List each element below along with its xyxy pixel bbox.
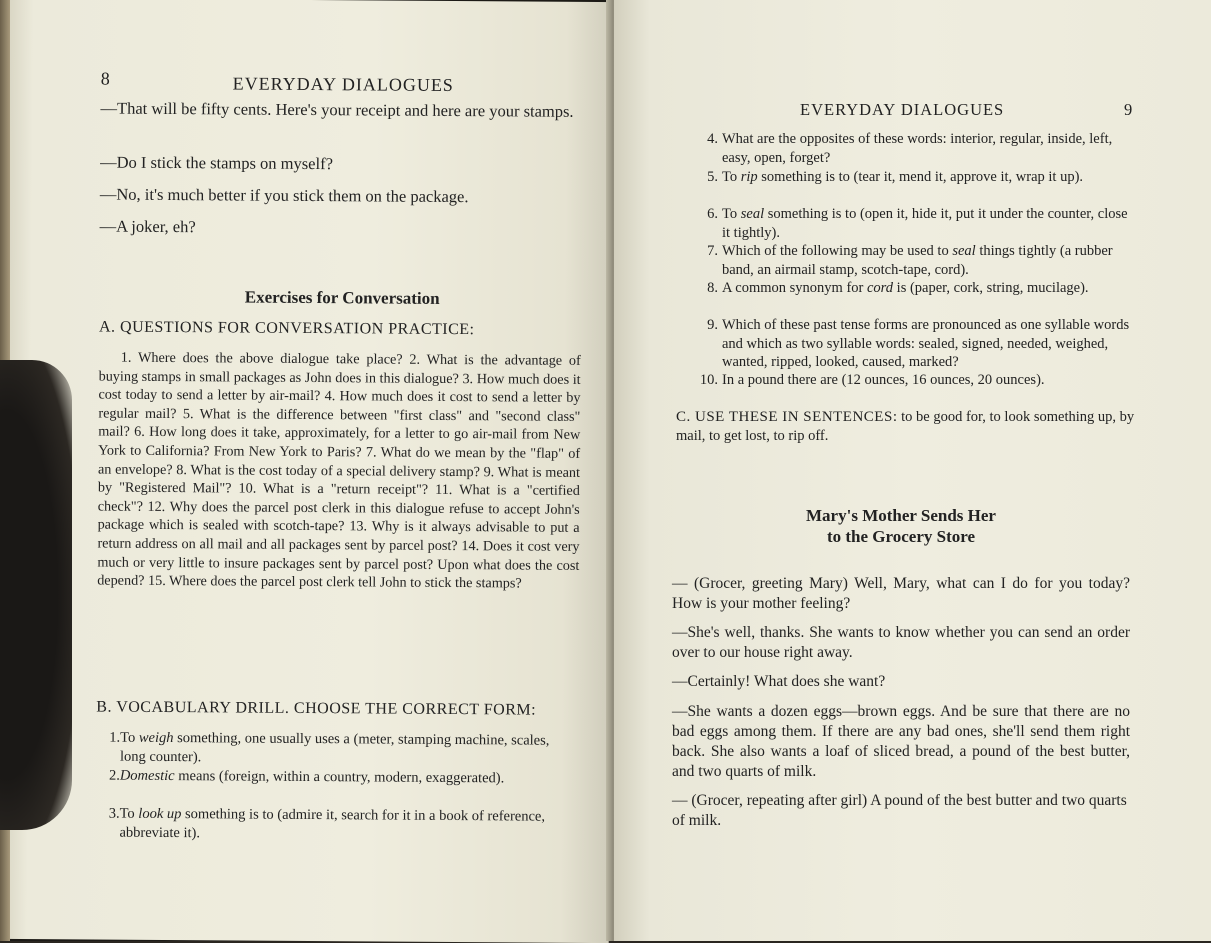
item-text: things tightly (a rubber band, an airmail stamp, scotch-tape, cord). [722,243,1113,278]
section-a-title: A. QUESTIONS FOR CONVERSATION PRACTICE: [99,319,585,340]
item-number: 5. [692,168,718,187]
item-text: In a pound there are (12 ounces, 16 ounces, 20 ounces). [722,372,1045,388]
item-text: To [120,806,139,822]
page-number: 9 [1124,100,1133,120]
item-keyword: seal [952,243,975,259]
item-text: something is to (admire it, search for it in a book of reference, abbreviate it). [119,806,545,841]
item-number: 7. [692,242,718,261]
vocab-item [120,767,576,789]
item-text: A common synonym for [722,280,867,296]
section-b-title: B. VOCABULARY DRILL. CHOOSE THE CORRECT FORM: [96,699,582,720]
item-keyword: seal [741,206,764,222]
dialogue-line: — (Grocer, greeting Mary) Well, Mary, what can I do for you today? How is your mother feeling? [672,574,1130,614]
vocab-item [722,279,1134,298]
item-keyword: cord [867,280,893,296]
section-c [676,408,1136,445]
item-keyword: rip [741,169,758,185]
item-text: means (foreign, within a country, modern, exaggerated). [175,768,505,786]
page-number: 8 [101,69,111,90]
item-keyword: Domestic [120,768,175,784]
vocab-item [722,168,1134,187]
item-keyword: look up [138,806,181,822]
thumb-shadow [0,360,72,830]
exercises-title: Exercises for Conversation [99,287,585,310]
vocab-item [722,130,1134,167]
item-number: 3. [94,805,120,824]
dialogue-line: —She wants a dozen eggs—brown eggs. And be sure that there are no bad eggs among them. If there are any bad ones, she'll send them right back. She also wants a loaf of sliced bread, a pound of the best butter, and two quarts of milk. [672,702,1130,782]
item-text: Which of the following may be used to [722,243,952,259]
dialogue-line: —A joker, eh? [100,217,586,240]
vocab-item [722,316,1134,372]
item-number: 6. [692,205,718,224]
left-page [3,0,616,943]
dialogue-line: —She's well, thanks. She wants to know whether you can send an order over to our house right away. [672,623,1130,663]
item-text: To [722,206,741,222]
vocab-item [722,371,1134,390]
section-c-title: C. USE THESE IN SENTENCES: [676,409,897,425]
item-number: 1. [94,729,120,748]
item-keyword: weigh [139,730,174,746]
vocab-item [722,205,1134,242]
item-number: 8. [692,279,718,298]
running-head: EVERYDAY DIALOGUES [233,73,454,96]
item-text: something is to (tear it, mend it, approve it, wrap it up). [758,169,1083,185]
running-head: EVERYDAY DIALOGUES [800,100,1004,120]
dialogue-line: — (Grocer, repeating after girl) A pound of the best butter and two quarts of milk. [672,791,1130,831]
item-number: 2. [94,767,120,786]
vocab-item [119,805,575,845]
story-title-line1: Mary's Mother Sends Her [676,506,1126,526]
dialogue-line: —Certainly! What does she want? [672,672,1130,692]
item-number: 4. [692,130,718,149]
section-a-text: 1. Where does the above dialogue take place? 2. What is the advantage of buying stamps in small packages as John does in this dialogue? 3. How much does it cost today to send a letter by air-mail? 4. How much does it cost to send a letter by regular mail? 5. What is the difference between "first class" and "second class" mail? 6. How long does it take, approximately, for a letter to go air-mail from New York to California? From New York to Paris? 7. What do we mean by the "flap" of an envelope? 8. What is the cost today of a special delivery stamp? 9. What is meant by "Registered Mail"? 10. What is a "return receipt"? 11. What is a "certified check"? 12. Why does the parcel post clerk in this dialogue refuse to accept John's package which is sealed with scotch-tape? 13. Why is it always advisable to put a return address on all mail and all packages sent by parcel post? 14. Does it cost very much or very little to insure packages sent by parcel post? Upon what does the cost depend? 15. Where does the parcel post clerk tell John to stick the stamps? [97,349,581,594]
item-text: What are the opposites of these words: interior, regular, inside, left, easy, open, forget? [722,131,1112,166]
vocab-item [722,242,1134,279]
item-text: Which of these past tense forms are pronounced as one syllable words and which as two syllable words: sealed, signed, needed, weighed, wanted, ripped, looked, caused, marked? [722,317,1129,370]
section-c-text: to be good for, to look something up, by mail, to get lost, to rip off. [676,409,1134,444]
story-title-line2: to the Grocery Store [676,527,1126,547]
dialogue-line: —Do I stick the stamps on myself? [100,153,586,176]
item-text: To [722,169,741,185]
item-text: is (paper, cork, string, mucilage). [893,280,1089,296]
item-number: 9. [692,316,718,335]
item-text: To [120,730,139,746]
item-number: 10. [692,371,718,390]
item-text: something is to (open it, hide it, put it under the counter, close it tightly). [722,206,1128,241]
dialogue-line: —No, it's much better if you stick them on the package. [100,185,586,208]
item-text: something, one usually uses a (meter, stamping machine, scales, long counter). [120,730,550,765]
vocab-item [120,729,576,769]
right-page [614,0,1211,941]
dialogue-line: —That will be fifty cents. Here's your receipt and here are your stamps. [100,99,586,122]
